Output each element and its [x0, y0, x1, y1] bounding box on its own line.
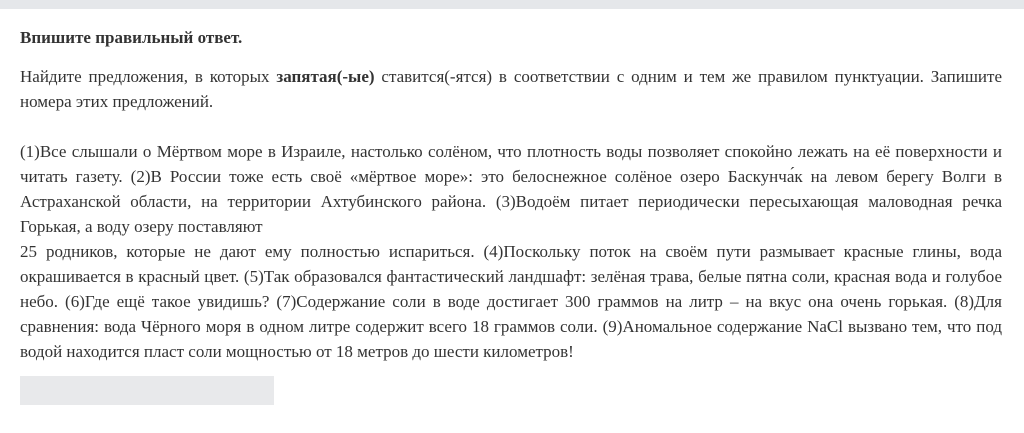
passage-part-1: (1)Все слышали о Мёртвом море в Израиле, настолько солёном, что плотность воды позволяет спокойно лежать на её поверхности и читать газету. (2)В России тоже есть своё «мёртвое море»: это белоснежное солёное озеро Баскунча́к на левом берегу Волги в Астраханской области, на территории Ахтубинского района. (3)Водоём питает периодически пересыхающая маловодная речка Горькая, а воду озеру поставляют	[20, 142, 1002, 236]
question-block	[20, 26, 1002, 364]
passage-part-2: 25 родников, которые не дают ему полностью испариться. (4)Поскольку поток на своём пути размывает красные глины, вода окрашивается в красный цвет. (5)Так образовался фантастический ландшафт: зелёная трава, белые пятна соли, красная вода и голубое небо. (6)Где ещё такое увидишь? (7)Содержание соли в воде достигает 300 граммов на литр – на вкус она очень горькая. (8)Для сравнения: вода Чёрного моря в одном литре содержит всего 18 граммов соли. (9)Аномальное содержание NaCl вызвано тем, что под водой находится пласт соли мощностью от 18 метров до шести километров!	[20, 242, 1002, 361]
passage-text	[20, 139, 1002, 364]
task-text-prefix: Найдите предложения, в которых	[20, 67, 277, 86]
top-bar	[0, 0, 1024, 9]
task-text-suffix: ставится(-ятся) в соответствии с одним и тем же правилом пунктуации. Запишите номера этих предложений.	[20, 67, 1002, 111]
answer-input[interactable]	[20, 376, 274, 405]
instruction-heading: Впишите правильный ответ.	[20, 28, 243, 47]
task-text	[20, 64, 1002, 114]
task-text-emphasis: запятая(-ые)	[276, 67, 375, 86]
